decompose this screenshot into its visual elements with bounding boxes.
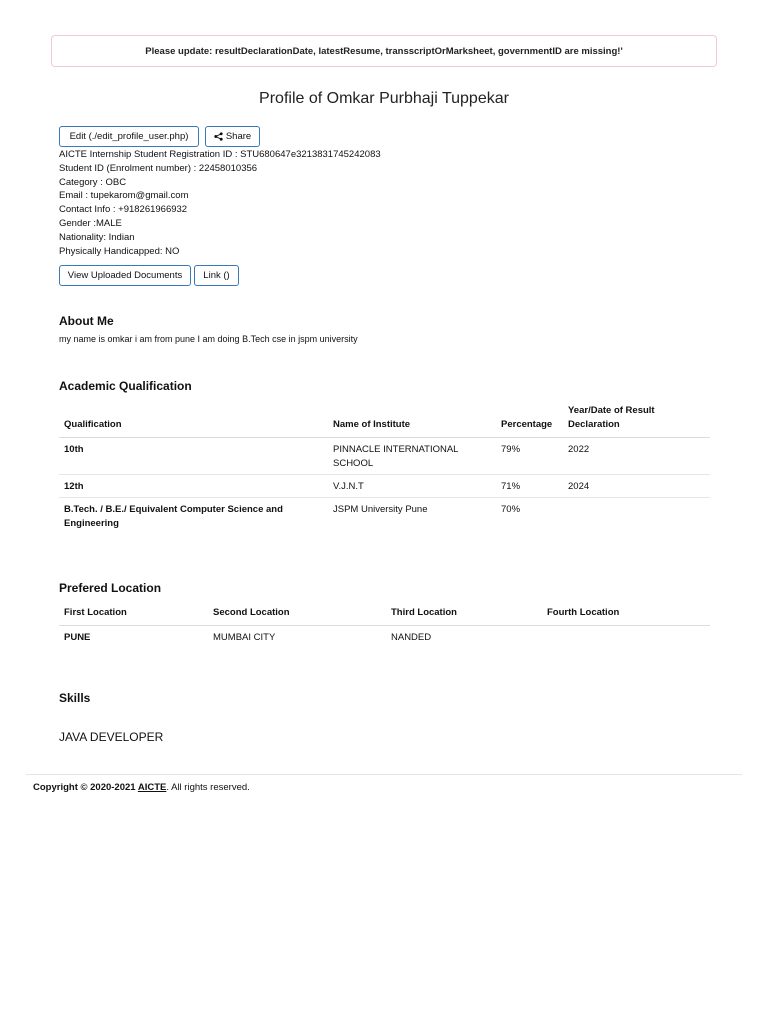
gender: Gender :MALE xyxy=(59,217,122,229)
academic-header-row xyxy=(59,401,710,438)
email: Email : tupekarom@gmail.com xyxy=(59,190,189,202)
table-row xyxy=(59,498,710,535)
cell-institute: JSPM University Pune xyxy=(333,504,428,515)
col-first-location: First Location xyxy=(59,603,208,626)
academic-heading: Academic Qualification xyxy=(59,379,192,393)
cell-second-location: MUMBAI CITY xyxy=(213,632,276,643)
location-heading: Prefered Location xyxy=(59,581,162,595)
category: Category : OBC xyxy=(59,176,127,188)
col-year: Year/Date of Result Declaration xyxy=(563,401,710,438)
nationality: Nationality: Indian xyxy=(59,231,135,243)
col-second-location: Second Location xyxy=(208,603,386,626)
cell-qualification: 12th xyxy=(59,475,328,498)
cell-year: 2024 xyxy=(563,475,710,498)
col-institute: Name of Institute xyxy=(328,401,496,438)
view-documents-label: View Uploaded Documents xyxy=(67,270,183,281)
col-qualification: Qualification xyxy=(59,401,328,438)
cell-institute: V.J.N.T xyxy=(328,475,496,498)
table-row xyxy=(59,626,710,649)
table-row xyxy=(59,438,710,475)
contact-info: Contact Info : +918261966932 xyxy=(59,204,188,216)
view-documents-button[interactable] xyxy=(59,265,191,286)
cell-percentage: 70% xyxy=(501,504,521,515)
cell-fourth-location xyxy=(542,626,710,649)
cell-institute: PINNACLE INTERNATIONAL SCHOOL xyxy=(328,438,496,475)
cell-qualification: 10th xyxy=(59,438,328,475)
col-third-location: Third Location xyxy=(386,603,542,626)
footer-suffix: . All rights reserved. xyxy=(166,782,250,793)
about-text: my name is omkar i am from pune I am doing B.Tech cse in jspm university xyxy=(59,334,358,344)
cell-third-location: NANDED xyxy=(391,632,432,643)
share-icon xyxy=(214,132,223,141)
share-label: Share xyxy=(225,131,252,142)
col-percentage: Percentage xyxy=(496,401,563,438)
profile-info xyxy=(59,148,381,258)
cell-first-location: PUNE xyxy=(64,632,91,643)
col-fourth-location: Fourth Location xyxy=(542,603,710,626)
skills-heading: Skills xyxy=(59,691,91,705)
edit-profile-label: Edit (./edit_profile_user.php) xyxy=(69,131,189,142)
location-table xyxy=(59,603,710,648)
registration-id: AICTE Internship Student Registration ID : STU680647e3213831745242083 xyxy=(59,149,381,160)
location-header-row xyxy=(59,603,710,626)
cell-year: 2022 xyxy=(563,438,710,475)
footer-prefix: Copyright © 2020-2021 xyxy=(33,782,138,793)
student-id: Student ID (Enrolment number) : 22458010356 xyxy=(59,162,258,174)
footer-divider xyxy=(26,774,742,775)
share-button[interactable] xyxy=(205,126,260,147)
academic-table xyxy=(59,401,710,534)
cell-percentage: 79% xyxy=(496,438,563,475)
physically-handicapped: Physically Handicapped: NO xyxy=(59,245,180,257)
footer-aicte-link[interactable]: AICTE xyxy=(137,782,167,793)
cell-qualification: B.Tech. / B.E./ Equivalent Computer Science and Engineering xyxy=(64,504,283,529)
edit-profile-button[interactable] xyxy=(59,126,199,147)
missing-fields-alert xyxy=(51,35,717,67)
cell-year xyxy=(563,498,710,535)
footer xyxy=(33,782,250,793)
cell-percentage: 71% xyxy=(496,475,563,498)
alert-message: Please update: resultDeclarationDate, latestResume, transscriptOrMarksheet, governmentID are missing!' xyxy=(145,45,623,57)
about-heading: About Me xyxy=(59,314,114,328)
skills-value: JAVA DEVELOPER xyxy=(59,730,164,744)
table-row xyxy=(59,475,710,498)
link-label: Link () xyxy=(203,270,230,281)
link-button[interactable] xyxy=(194,265,239,286)
page-title: Profile of Omkar Purbhaji Tuppekar xyxy=(259,90,509,107)
